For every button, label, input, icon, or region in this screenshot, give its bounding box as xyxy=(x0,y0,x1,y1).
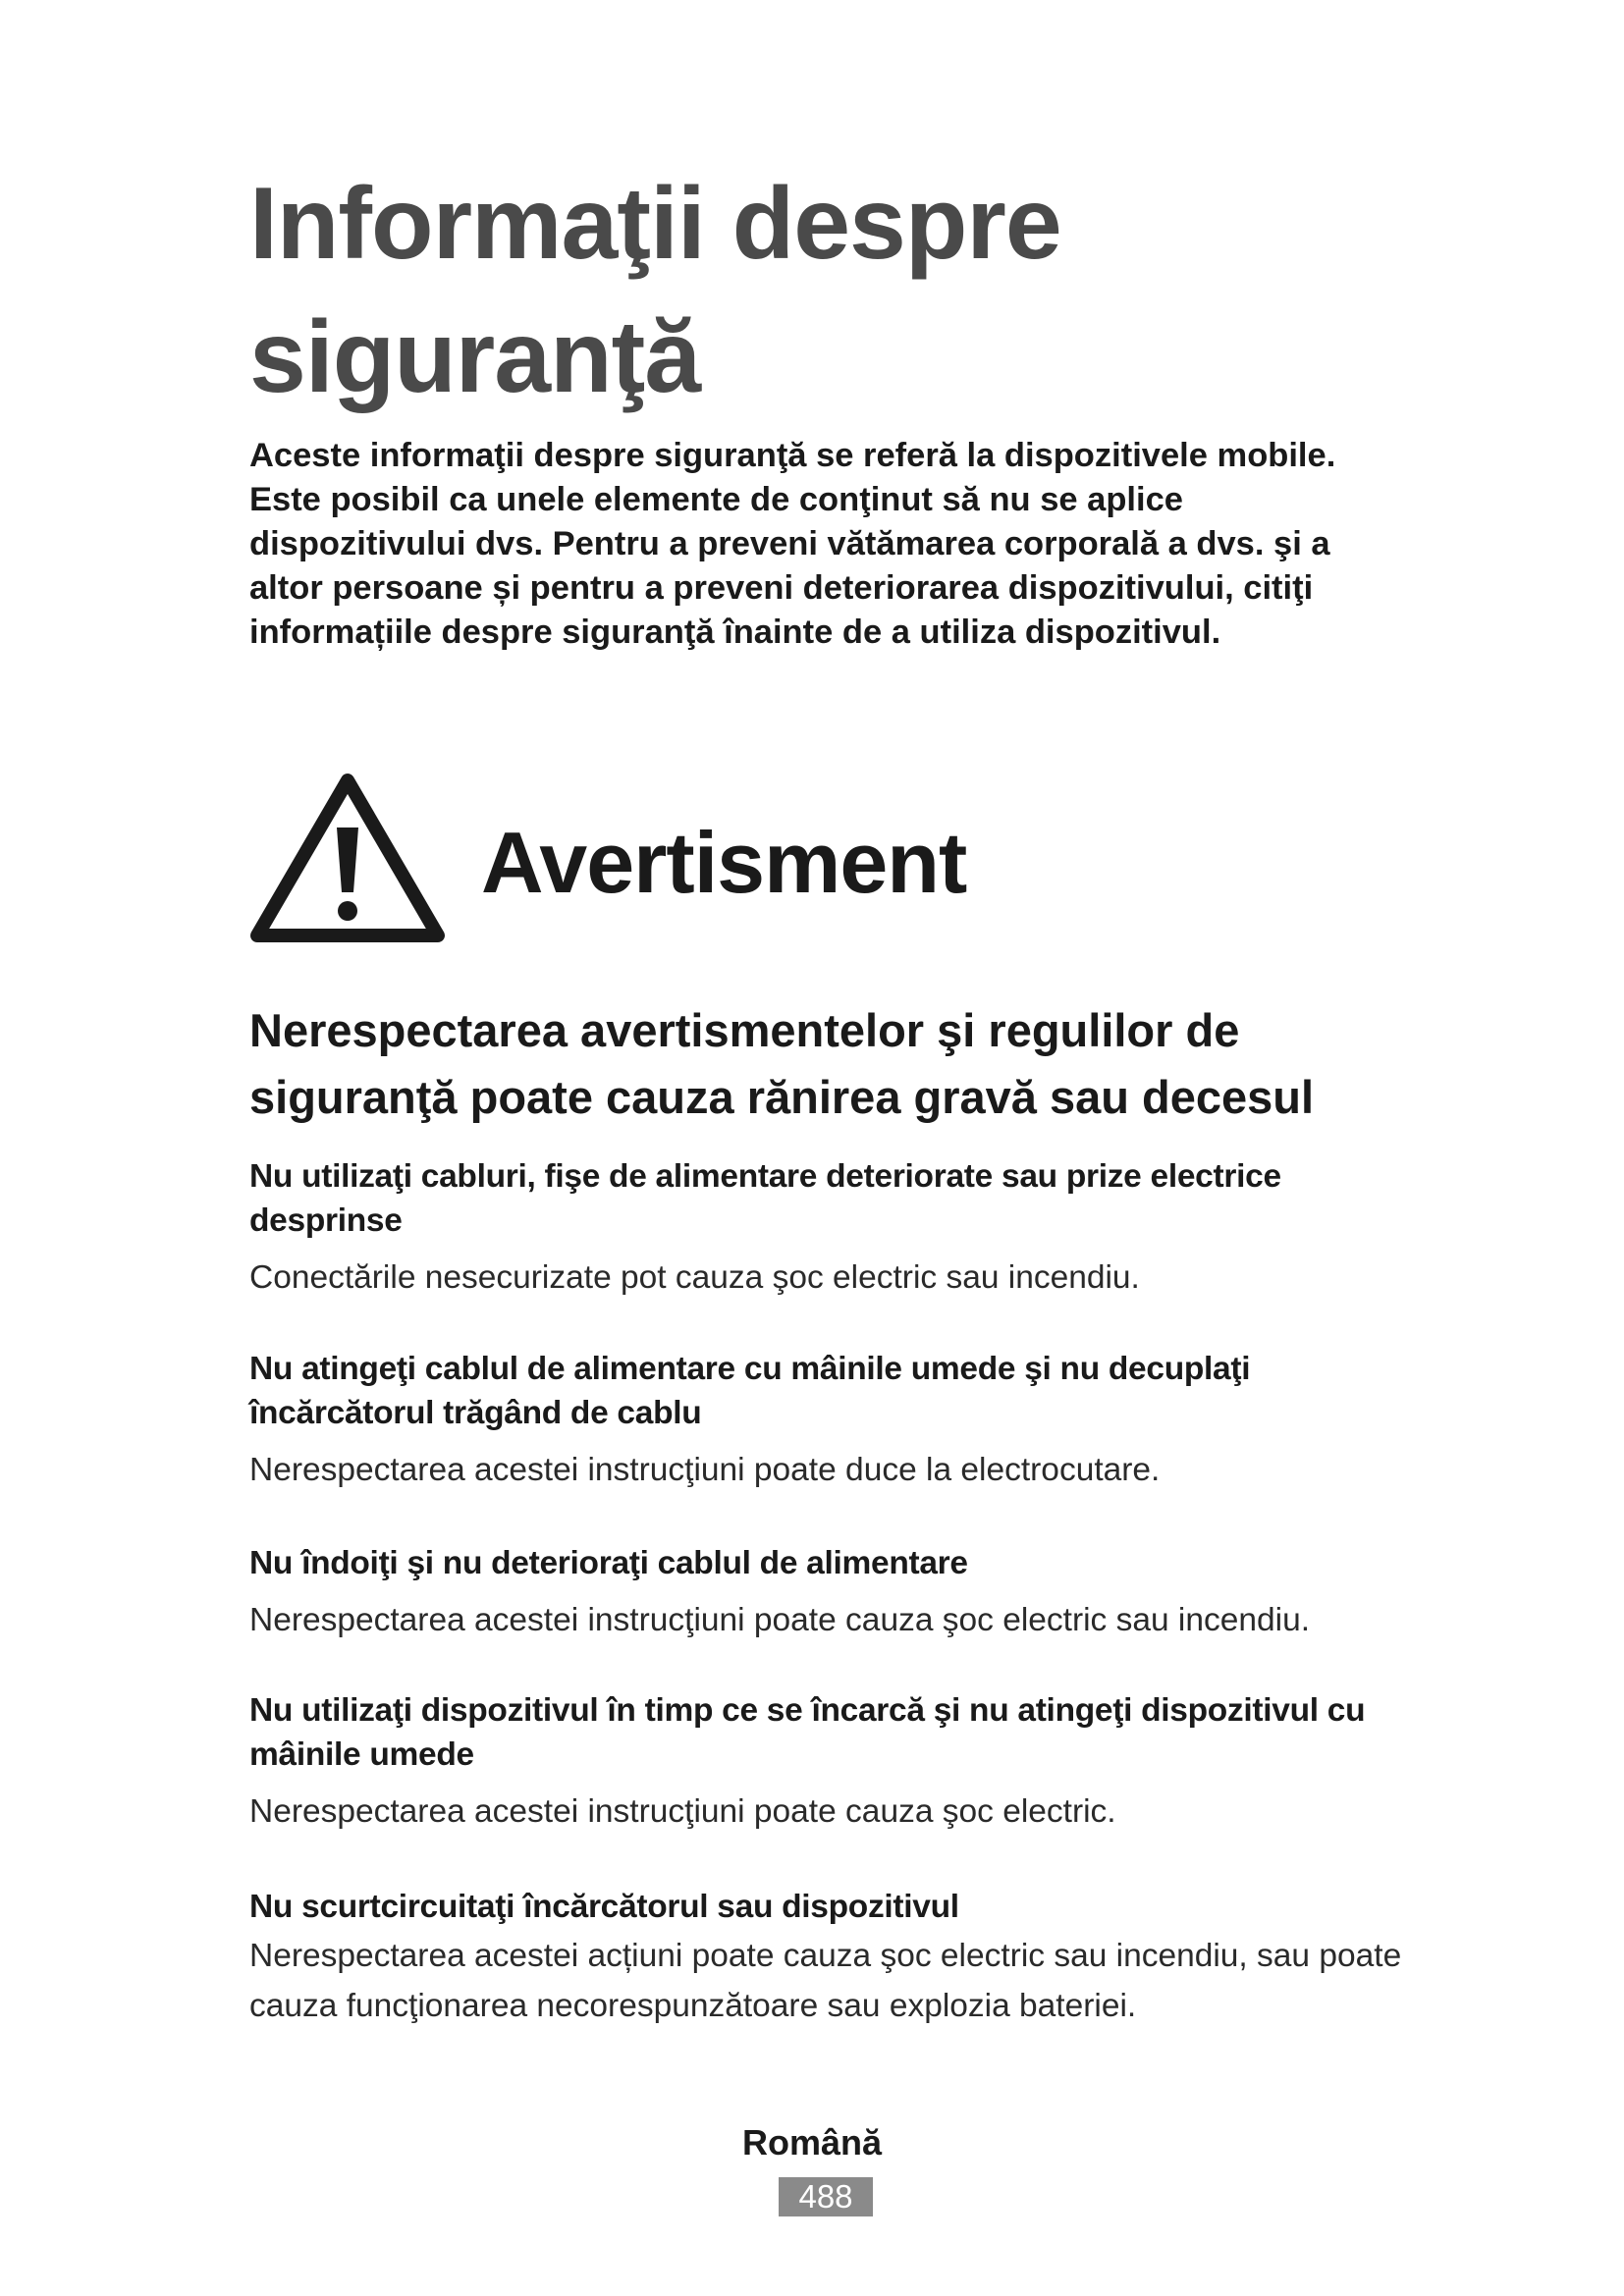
safety-rule-title: Nu scurtcircuitaţi încărcătorul sau dispozitivul xyxy=(249,1889,959,1925)
page-title xyxy=(249,157,1428,424)
safety-rule xyxy=(249,1154,1408,1303)
safety-rule-text: Nerespectarea acestei instrucţiuni poate duce la electrocutare. xyxy=(249,1452,1161,1488)
safety-rule xyxy=(249,1688,1408,1837)
safety-rule-text: Nerespectarea acestei instrucţiuni poate cauza şoc electric sau incendiu. xyxy=(249,1602,1311,1638)
safety-rule-title: Nu atingeţi cablul de alimentare cu mâinile umede şi nu decuplaţi încărcătorul trăgând de cablu xyxy=(249,1351,1251,1431)
safety-rule-title: Nu îndoiţi şi nu deterioraţi cablul de alimentare xyxy=(249,1545,968,1581)
section-heading: Nerespectarea avertismentelor şi regulilor de siguranţă poate cauza rănirea gravă sau decesul xyxy=(249,1004,1315,1123)
safety-rule-text: Conectările nesecurizate pot cauza şoc electric sau incendiu. xyxy=(249,1259,1140,1296)
warning-triangle-icon xyxy=(249,771,446,945)
page-title-line2: siguranţă xyxy=(249,300,701,414)
safety-rule xyxy=(249,1885,1408,2031)
safety-rule-title: Nu utilizaţi dispozitivul în timp ce se încarcă şi nu atingeţi dispozitivul cu mâinile umede xyxy=(249,1692,1366,1773)
safety-rule-title: Nu utilizaţi cabluri, fişe de alimentare deteriorate sau prize electrice desprinse xyxy=(249,1158,1281,1239)
warning-banner xyxy=(249,771,1428,947)
page-number-badge: 488 xyxy=(779,2177,873,2216)
footer-language: Română xyxy=(741,2122,883,2163)
safety-rule xyxy=(249,1347,1408,1495)
page-title-line1: Informaţii despre xyxy=(249,167,1061,281)
warning-heading: Avertisment xyxy=(481,814,967,911)
safety-rule-text: Nerespectarea acestei acțiuni poate cauza şoc electric sau incendiu, sau poate cauza funcţionarea necorespunzătoare sau explozia bateriei. xyxy=(249,1938,1402,2024)
safety-rule xyxy=(249,1541,1408,1645)
safety-rule-text: Nerespectarea acestei instrucţiuni poate cauza şoc electric. xyxy=(249,1793,1116,1830)
intro-paragraph: Aceste informaţii despre siguranţă se referă la dispozitivele mobile. Este posibil ca unele elemente de conţinut să nu se aplice dispozitivului dvs. Pentru a preveni vătămarea corporală a dvs. şi a altor persoane și pentru a preveni deteriorarea dispozitivului, citiţi informațiile despre siguranţă înainte de a utiliza dispozitivul. xyxy=(249,437,1336,651)
